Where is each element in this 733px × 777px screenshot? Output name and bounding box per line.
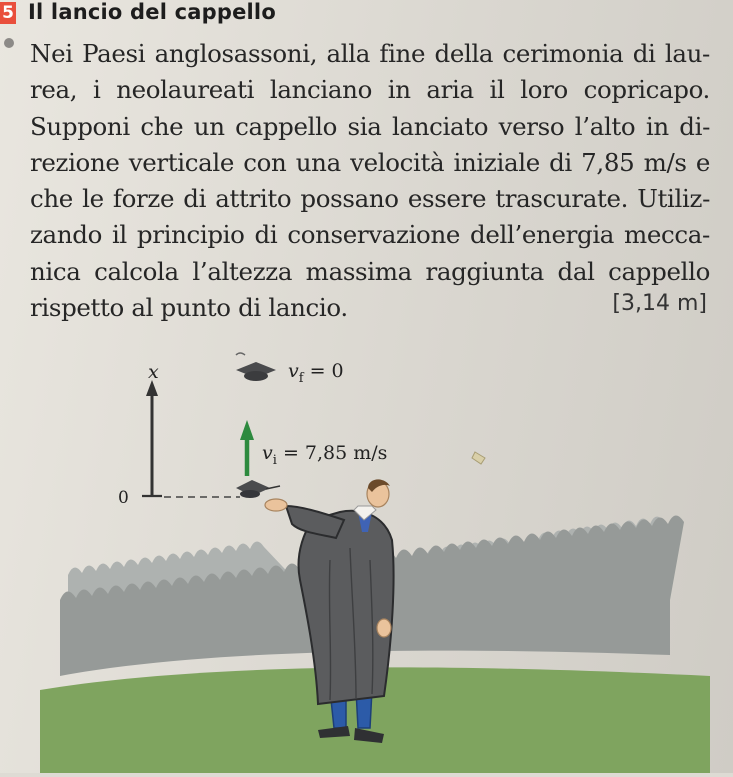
problem-line: zando il principio di conservazione dell’energia mecca- xyxy=(30,220,710,250)
final-velocity-label: $v_f = 0$ xyxy=(288,360,344,386)
problem-line: nica calcola l’altezza massima raggiunta dal cappello xyxy=(30,256,710,286)
problem-line: che le forze di attrito possano essere trascurate. Utiliz- xyxy=(30,184,710,214)
x-axis-label: x xyxy=(148,361,159,383)
graduate-hand xyxy=(265,499,287,511)
graduate-raised-arm xyxy=(286,506,344,538)
distant-cap-icon xyxy=(472,452,485,464)
problem-text xyxy=(30,36,710,326)
illustration xyxy=(0,330,733,773)
origin-label: 0 xyxy=(118,488,129,508)
problem-line: rea, i neolaureati lanciano in aria il loro copricapo. xyxy=(30,75,710,105)
problem-line: Nei Paesi anglosassoni, alla fine della cerimonia di lau- xyxy=(30,39,710,68)
initial-velocity-label: $v_i = 7,85$ m/s xyxy=(262,442,388,468)
exercise-title: Il lancio del cappello xyxy=(28,0,276,24)
illustration-svg xyxy=(0,330,733,773)
velocity-arrowhead-icon xyxy=(240,420,254,440)
problem-line: Supponi che un cappello sia lanciato verso l’alto in di- xyxy=(30,111,710,141)
cap-top-icon xyxy=(236,353,276,381)
difficulty-dot-icon xyxy=(4,38,14,48)
problem-line: rezione verticale con una velocità iniziale di 7,85 m/s e xyxy=(30,147,710,177)
exercise-header xyxy=(0,0,733,30)
graduate-left-hand xyxy=(377,619,391,637)
cap-launch-icon xyxy=(236,480,280,498)
exercise-number: 5 xyxy=(0,2,16,24)
answer-value: [3,14 m] xyxy=(612,291,707,316)
problem-line: rispetto al punto di lancio. xyxy=(30,293,348,323)
